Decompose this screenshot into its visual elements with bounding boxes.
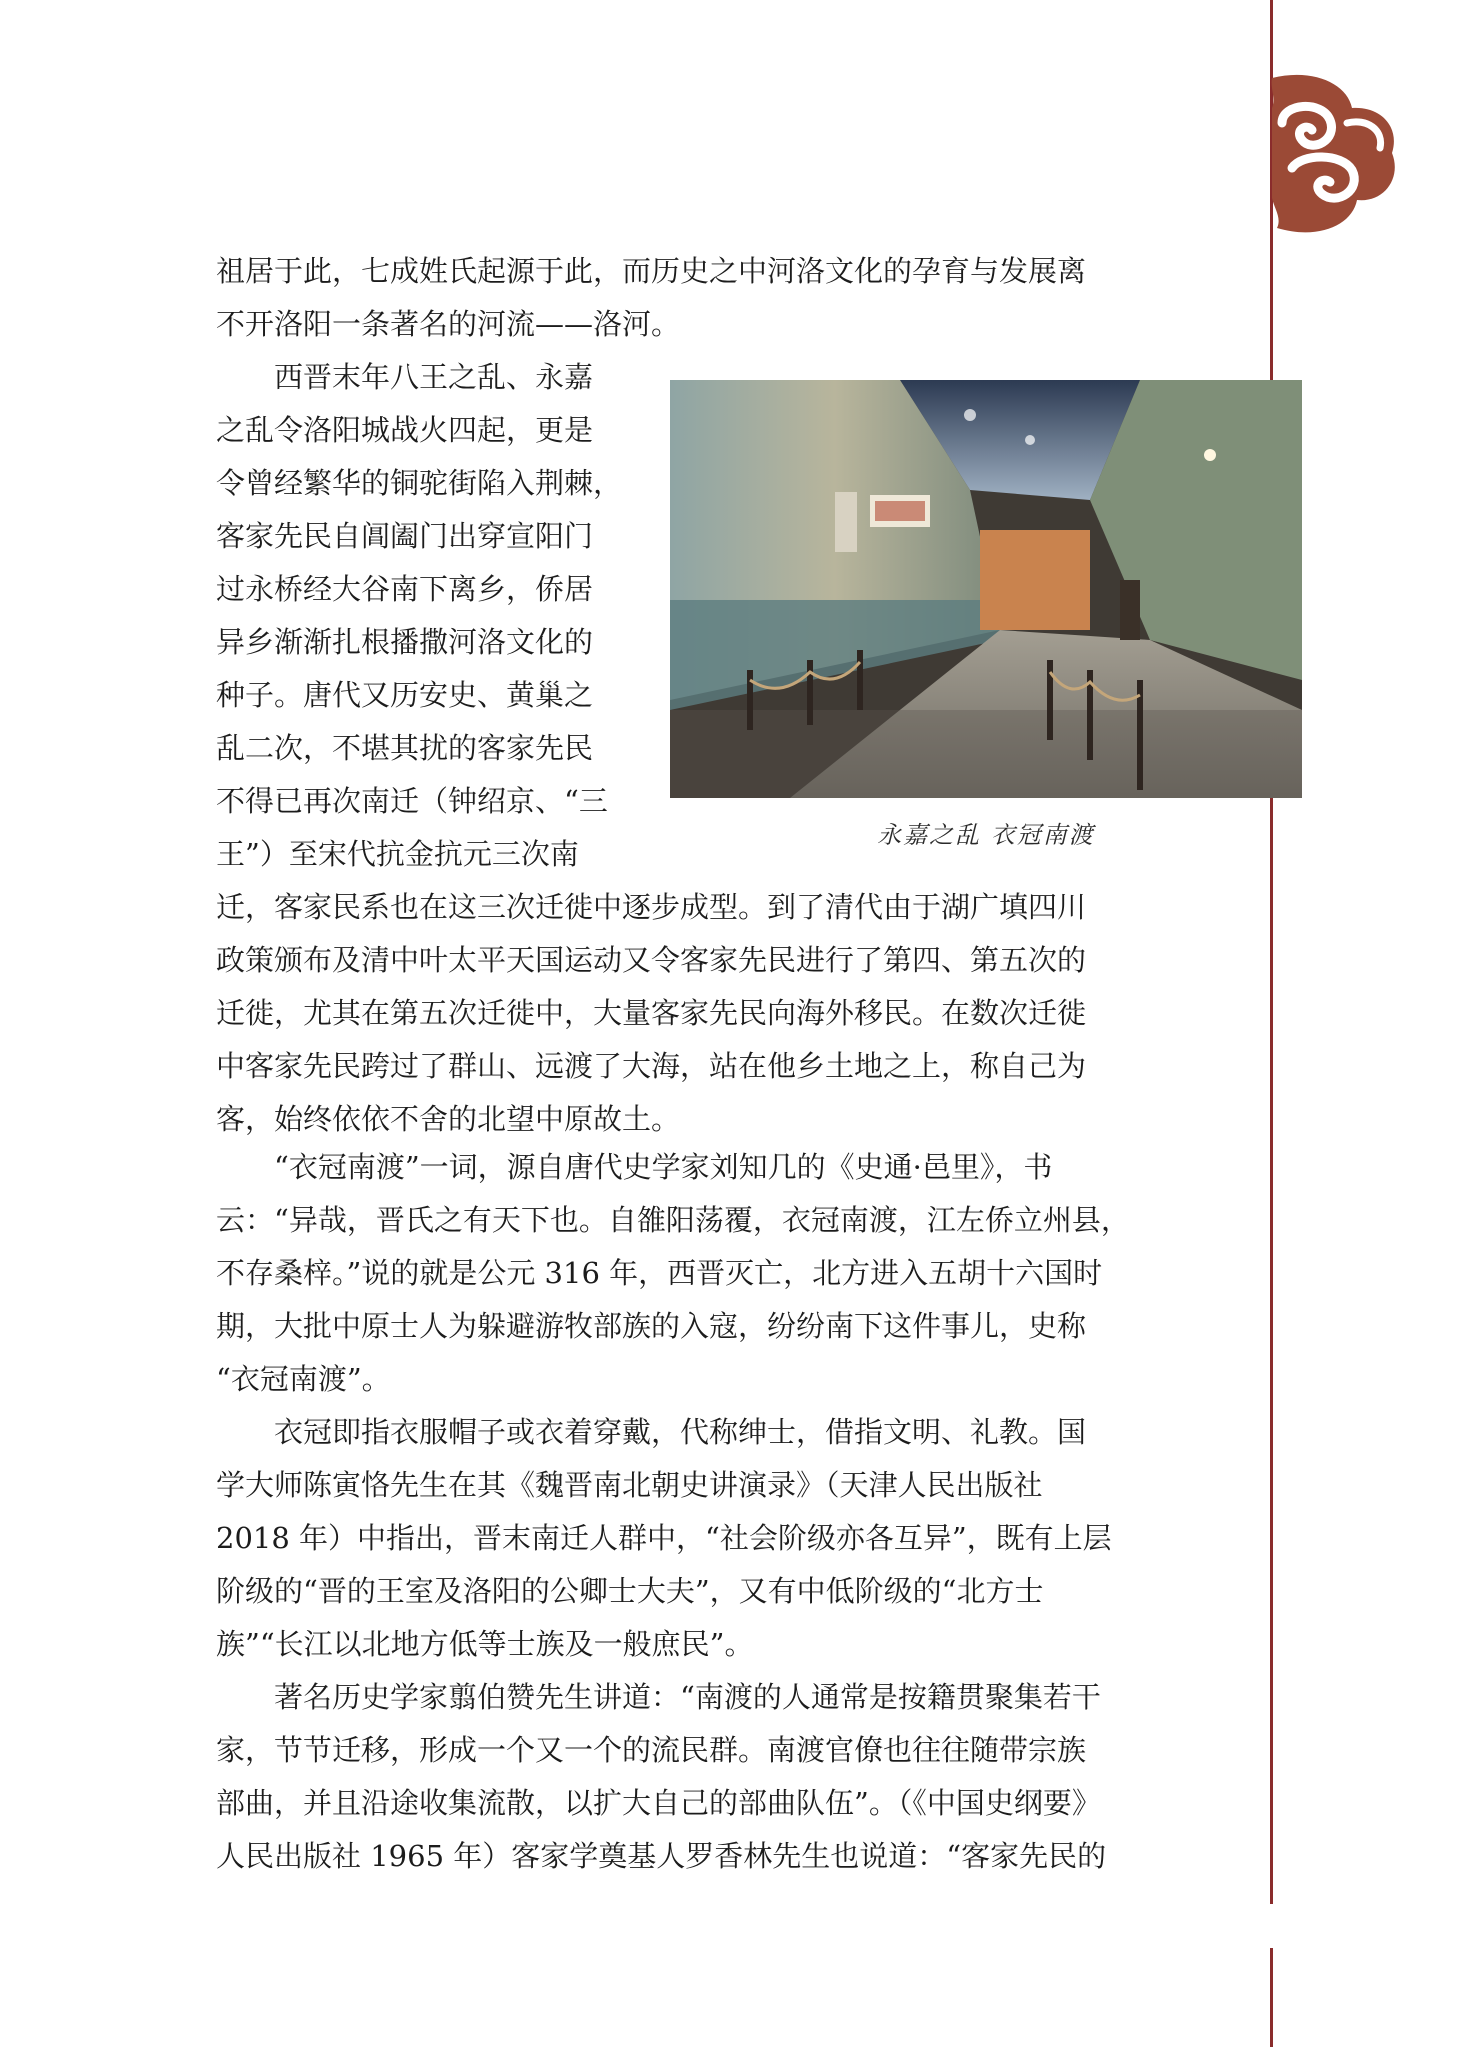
text-line: 祖居于此，七成姓氏起源于此，而历史之中河洛文化的孕育与发展离 — [216, 254, 1087, 288]
paragraph-3 — [216, 1671, 1166, 1883]
text-line: 学大师陈寅恪先生在其《魏晋南北朝史讲演录》（天津人民出版社 — [216, 1468, 1043, 1502]
text-line: 人民出版社 1965 年）客家学奠基人罗香林先生也说道：“客家先民的 — [216, 1839, 1107, 1873]
paragraph-2 — [216, 1406, 1166, 1671]
text-line: 令曾经繁华的铜驼街陷入荆棘， — [216, 466, 623, 500]
text-line: 阶级的“晋的王室及洛阳的公卿士大夫”，又有中低阶级的“北方士 — [216, 1574, 1044, 1608]
text-line: 乱二次，不堪其扰的客家先民 — [216, 731, 594, 765]
margin-rule-bottom — [1270, 1948, 1273, 2047]
text-line: 异乡渐渐扎根播撒河洛文化的 — [216, 625, 594, 659]
text-line: 部曲，并且沿途收集流散，以扩大自己的部曲队伍”。（《中国史纲要》 — [216, 1786, 1101, 1820]
intro-paragraph — [216, 245, 1166, 351]
text-line: 不开洛阳一条著名的河流——洛河。 — [216, 307, 681, 341]
margin-rule-top — [1270, 0, 1273, 1904]
text-line: 迁，客家民系也在这三次迁徙中逐步成型。到了清代由于湖广填四川 — [216, 890, 1087, 924]
text-line: 西晋末年八王之乱、永嘉 — [274, 360, 594, 394]
text-line: 种子。唐代又历安史、黄巢之 — [216, 678, 594, 712]
text-line: 不得已再次南迁（钟绍京、“三 — [216, 784, 608, 818]
text-line: 中客家先民跨过了群山、远渡了大海，站在他乡土地之上，称自己为 — [216, 1049, 1087, 1083]
photo-caption: 永嘉之乱 衣冠南渡 — [877, 821, 1095, 849]
text-line: 客，始终依依不舍的北望中原故土。 — [216, 1102, 681, 1136]
text-line: 2018 年）中指出，晋末南迁人群中，“社会阶级亦各互异”，既有上层 — [216, 1521, 1112, 1555]
text-line: 期，大批中原士人为躲避游牧部族的入寇，纷纷南下这件事儿，史称 — [216, 1309, 1087, 1343]
paragraph-1 — [216, 1141, 1166, 1406]
text-line: 著名历史学家翦伯赞先生讲道：“南渡的人通常是按籍贯聚集若干 — [274, 1680, 1101, 1714]
text-line: “衣冠南渡”一词，源自唐代史学家刘知几的《史通·邑里》，书 — [274, 1150, 1053, 1184]
cloud-scroll-icon — [1252, 68, 1402, 238]
exhibition-photo — [670, 380, 1302, 798]
text-line: 不存桑梓。”说的就是公元 316 年，西晋灭亡，北方进入五胡十六国时 — [216, 1256, 1103, 1290]
text-line: 过永桥经大谷南下离乡，侨居 — [216, 572, 594, 606]
text-line: 家，节节迁移，形成一个又一个的流民群。南渡官僚也往往随带宗族 — [216, 1733, 1087, 1767]
text-line: 衣冠即指衣服帽子或衣着穿戴，代称绅士，借指文明、礼教。国 — [274, 1415, 1087, 1449]
wrap-paragraph-full — [216, 881, 1166, 1146]
text-line: 族”“长江以北地方低等士族及一般庶民”。 — [216, 1627, 754, 1661]
text-line: 客家先民自阊阖门出穿宣阳门 — [216, 519, 594, 553]
text-line: 之乱令洛阳城战火四起，更是 — [216, 413, 594, 447]
wrap-paragraph-narrow — [216, 351, 636, 881]
text-line: 迁徙，尤其在第五次迁徙中，大量客家先民向海外移民。在数次迁徙 — [216, 996, 1087, 1030]
text-line: “衣冠南渡”。 — [216, 1362, 391, 1396]
text-line: 王”）至宋代抗金抗元三次南 — [216, 837, 579, 871]
text-line: 云：“异哉，晋氏之有天下也。自雒阳荡覆，衣冠南渡，江左侨立州县， — [216, 1203, 1130, 1237]
text-line: 政策颁布及清中叶太平天国运动又令客家先民进行了第四、第五次的 — [216, 943, 1087, 977]
